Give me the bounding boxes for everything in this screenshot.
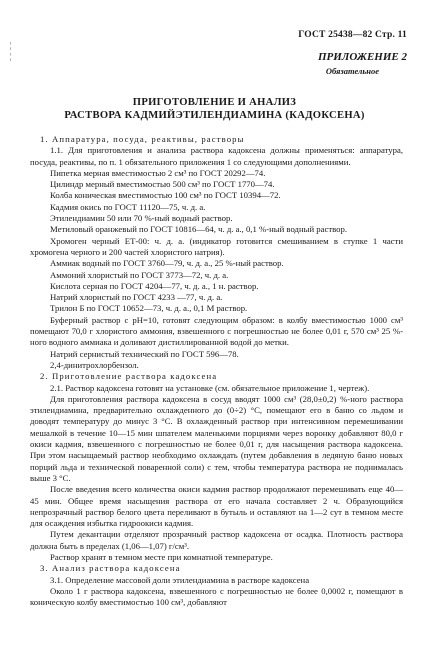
paragraph: Аммиак водный по ГОСТ 3760—79, ч. д. а., 25 %-ный раствор.	[50, 258, 284, 269]
paragraph: 2.1. Раствор кадоксена готовят на установке (см. обязательное приложение 1, чертеж).	[50, 382, 370, 393]
paragraph: Колба коническая вместимостью 100 см³ по ГОСТ 10394—72.	[50, 190, 281, 201]
section-heading: 3. Анализ раствора кадоксена	[40, 563, 181, 574]
paragraph: Раствор хранят в темном месте при комнатной температуре.	[50, 551, 273, 562]
paragraph: Около 1 г раствора кадоксена, взвешенного с погрешностью не более 0,0002 г, помещают в коническую колбу вместимостью 100 см³, добавляют	[30, 585, 403, 608]
appendix-status: Обязательное	[325, 66, 379, 76]
page-header: ГОСТ 25438—82 Стр. 11	[298, 30, 407, 40]
paragraph: Аммоний хлористый по ГОСТ 3773—72, ч. д. а.	[50, 269, 229, 280]
document-title	[20, 96, 409, 122]
paragraph: Кадмия окись по ГОСТ 11120—75, ч. д. а.	[50, 201, 206, 212]
paragraph: Цилиндр мерный вместимостью 500 см³ по ГОСТ 1770—74.	[50, 179, 275, 190]
paragraph: Хромоген черный ЕТ-00: ч. д. а. (индикатор готовится смешиванием в ступке 1 части хромогена черного и 200 частей хлористого натрия).	[30, 235, 403, 257]
paragraph: После введения всего количества окиси кадмия раствор продолжают перемешивать еще 40—45 мин. Общее время насыщения раствора от его начала составляет 2 ч. Образующийся непрозрачный раствор белого цвета переливают в бутыль и оставляют на 1—2 сут в темном месте для осаждения избытка гидроокиси кадмия.	[30, 484, 403, 529]
paragraph: Путем декантации отделяют прозрачный раствор кадоксена от осадка. Плотность раствора должна быть в пределах (1,06—1,07) г/см³.	[30, 529, 403, 551]
paragraph: Пипетка мерная вместимостью 2 см³ по ГОСТ 20292—74.	[50, 167, 266, 178]
title-line: ПРИГОТОВЛЕНИЕ И АНАЛИЗ	[132, 97, 297, 108]
section-heading: 1. Аппаратура, посуда, реактивы, растворы	[40, 134, 245, 144]
section-heading: 2. Приготовление раствора кадоксена	[40, 371, 218, 382]
paragraph: Натрий хлористый по ГОСТ 4233 —77, ч. д. а.	[50, 292, 223, 303]
paragraph: Трилон Б по ГОСТ 10652—73, ч. д. а., 0,1 М раствор.	[50, 303, 248, 314]
paragraph: Метиловый оранжевый по ГОСТ 10816—64, ч. д. а., 0,1 %-ный водный раствор.	[50, 224, 348, 235]
document-body	[30, 134, 403, 608]
paragraph: Для приготовления раствора кадоксена в сосуд вводят 1000 см³ (28,0±0,2) %-ного раствора этилендиамина, предварительно охлажденного до (0÷2) °С, помещают его в баню со льдом и доводят температуру до минус 3 °С. В охлажденный раствор при интенсивном перемешивании мешалкой в течение 10—15 мин шпателем маленькими порциями через воронку добавляют 80,0 г окиси кадмия, взвешенного с погрешностью не более 0,01 г, для насыщения раствора кадоксена. При этом насыщаемый раствор необходимо охлаждать (путем добавления в ледяную баню новых порций льда и технической поваренной соли) с тем, чтобы температура раствора не поднималась выше 3 °С.	[30, 393, 403, 483]
title-line: РАСТВОРА КАДМИЙЭТИЛЕНДИАМИНА (КАДОКСЕНА)	[64, 110, 365, 121]
paragraph: Этилендиамин 50 или 70 %-ный водный раствор.	[50, 213, 233, 224]
paragraph: 1.1. Для приготовления и анализа раствора кадоксена должны применяться: аппаратура, посуда, реактивы, по п. 1 обязательного приложения 1 со следующими дополнениями.	[30, 145, 403, 167]
paragraph: Буферный раствор с рН=10, готовят следующим образом: в колбу вместимостью 1000 см³ помещают 70,0 г хлористого аммония, взвешенного с погрешностью не более 0,01 г, 570 см³ 25 %-ного водного аммиака и доливают дистиллированной водой до метки.	[30, 314, 403, 348]
paragraph: 3.1. Определение массовой доли этилендиамина в растворе кадоксена	[50, 574, 310, 585]
appendix-label: ПРИЛОЖЕНИЕ 2	[317, 51, 407, 63]
margin-marks: ¦ ¦	[10, 41, 12, 62]
paragraph: 2,4-динитрохлорбензол.	[50, 359, 139, 370]
paragraph: Натрий сернистый технический по ГОСТ 596—78.	[50, 348, 239, 359]
paragraph: Кислота серная по ГОСТ 4204—77, ч. д. а., 1 н. раствор.	[50, 280, 259, 291]
